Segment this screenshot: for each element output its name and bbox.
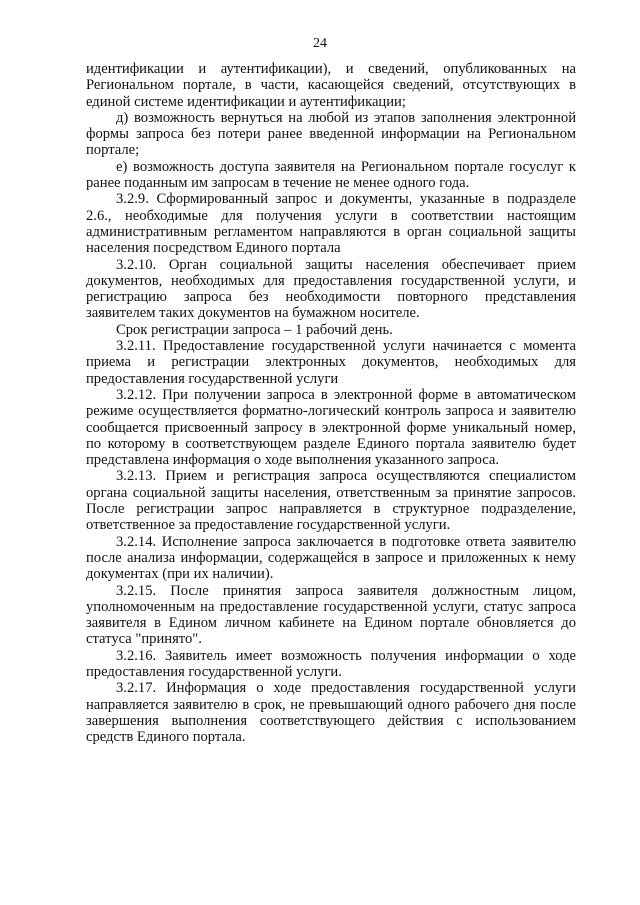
paragraph: 3.2.12. При получении запроса в электронной форме в автоматическом режиме осуществляется форматно-логический контроль запроса и заявителю сообщается присвоенный запросу в электронной форме уникальный номер, по которому в соответствующем разделе Единого портала заявителю будет представлена информация о ходе выполнения указанного запроса. — [86, 386, 576, 469]
page-number: 24 — [313, 36, 327, 51]
paragraph: 3.2.9. Сформированный запрос и документы, указанные в подразделе 2.6., необходимые для получения услуги в соответствии настоящим административным регламентом направляются в орган социальной защиты населения посредством Единого портала — [86, 191, 576, 257]
document-body — [86, 61, 576, 745]
paragraph: 3.2.13. Прием и регистрация запроса осуществляются специалистом органа социальной защиты населения, ответственным за принятие запросов. После регистрации запрос направляется в структурное подразделение, ответственное за предоставление государственной услуги. — [86, 468, 576, 534]
paragraph: 3.2.16. Заявитель имеет возможность получения информации о ходе предоставления государственной услуги. — [86, 647, 576, 680]
paragraph: д) возможность вернуться на любой из этапов заполнения электронной формы запроса без потери ранее введенной информации на Региональном портале; — [86, 109, 576, 159]
paragraph: 3.2.11. Предоставление государственной услуги начинается с момента приема и регистрации электронных документов, необходимых для предоставления государственной услуги — [86, 338, 576, 387]
paragraph: 3.2.15. После принятия запроса заявителя должностным лицом, уполномоченным на предоставление государственной услуги, статус запроса заявителя в Едином личном кабинете на Едином портале обновляется до статуса "принято". — [86, 582, 576, 648]
paragraph: 3.2.14. Исполнение запроса заключается в подготовке ответа заявителю после анализа информации, содержащейся в запросе и приложенных к нему документах (при их наличии). — [86, 533, 576, 583]
paragraph: Срок регистрации запроса – 1 рабочий день. — [116, 321, 393, 338]
paragraph: 3.2.10. Орган социальной защиты населения обеспечивает прием документов, необходимых для предоставления государственной услуги, и регистрацию запроса без необходимости повторного представления заявителем таких документов на бумажном носителе. — [86, 256, 576, 322]
paragraph: е) возможность доступа заявителя на Региональном портале госуслуг к ранее поданным им запросам в течение не менее одного года. — [86, 158, 576, 192]
paragraph: 3.2.17. Информация о ходе предоставления государственной услуги направляется заявителю в срок, не превышающий одного рабочего дня после завершения выполнения соответствующего действия с использованием средств Единого портала. — [86, 680, 576, 746]
paragraph: идентификации и аутентификации), и сведений, опубликованных на Региональном портале, в части, касающейся сведений, отсутствующих в единой системе идентификации и аутентификации; — [86, 61, 576, 110]
